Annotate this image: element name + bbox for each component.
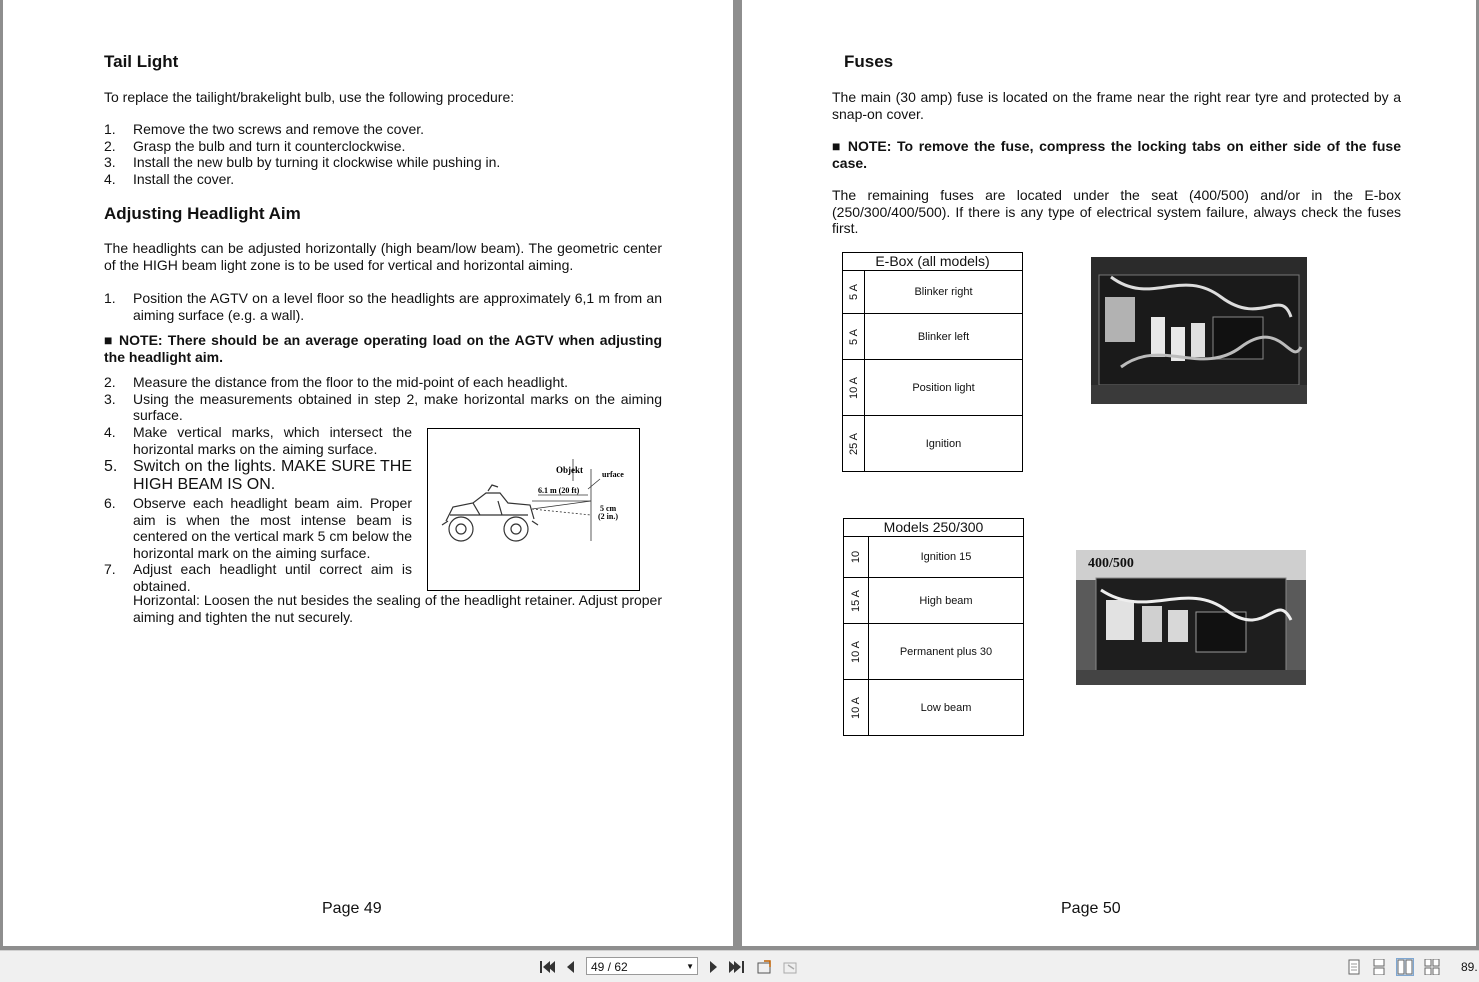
- step-text: Switch on the lights. MAKE SURE THE HIGH BEAM IS ON.: [133, 458, 412, 493]
- aim-figure: [427, 428, 640, 591]
- step-number: 1.: [104, 290, 116, 306]
- fuse-rating: 10 A: [850, 696, 862, 719]
- table-row: [843, 314, 1022, 360]
- fuse-rating-cell: [843, 314, 865, 359]
- tail-light-intro: To replace the tailight/brakelight bulb, use the following procedure:: [104, 89, 515, 105]
- last-page-icon[interactable]: [728, 959, 746, 975]
- fuse-rating: 5 A: [847, 284, 860, 300]
- step-number: 5.: [104, 458, 118, 475]
- list-item: [104, 138, 664, 155]
- page-number-field[interactable]: [586, 957, 698, 975]
- fuse-circuit: Blinker right: [914, 286, 973, 298]
- fuse-circuit: Position light: [912, 381, 975, 394]
- step-number: 3.: [104, 154, 116, 170]
- table-row: [844, 578, 1023, 624]
- tail-light-steps: [104, 121, 664, 187]
- fusebox-photo-400-500: [1076, 550, 1306, 685]
- facing-pages-view-icon[interactable]: [1397, 959, 1413, 975]
- step-number: 4.: [104, 424, 116, 440]
- go-back-icon[interactable]: [756, 959, 774, 975]
- fuse-rating: 10 A: [850, 640, 862, 663]
- fuses-heading: Fuses: [844, 52, 894, 71]
- fuse-rating: 10: [850, 550, 862, 564]
- headlight-aim-heading: Adjusting Headlight Aim: [104, 204, 301, 223]
- atv-icon: [442, 485, 538, 541]
- next-page-icon[interactable]: [704, 959, 722, 975]
- fuse-rating-cell: [843, 416, 865, 471]
- models-fuse-table: [843, 518, 1024, 736]
- list-item: [104, 171, 664, 188]
- fuse-rating-cell: [844, 537, 869, 577]
- table-row: [844, 680, 1023, 735]
- step-text: Using the measurements obtained in step 2, make horizontal marks on the aiming surface.: [133, 390, 662, 423]
- fuse-rating-cell: [844, 624, 869, 679]
- list-item: [104, 290, 662, 323]
- step-text: Make vertical marks, which intersect the horizontal marks on the aiming surface.: [133, 424, 412, 457]
- table-row: [843, 271, 1022, 314]
- aim-steps-4-7: [104, 424, 412, 594]
- page-49: [3, 0, 733, 946]
- step-number: 7.: [104, 561, 116, 577]
- step-text: Install the new bulb by turning it clockwise while pushing in.: [133, 154, 501, 170]
- fuse-rating: 10 A: [847, 376, 860, 399]
- step-text: Install the cover.: [133, 170, 235, 187]
- note-operating-load: ■ NOTE: There should be an average operating load on the AGTV when adjusting the headlight aim.: [104, 332, 662, 365]
- fuse-rating-cell: [843, 360, 865, 415]
- list-item: [104, 458, 412, 494]
- page-50: [742, 0, 1476, 946]
- aim-step-1: [104, 290, 662, 323]
- objekt-label: Objekt: [556, 465, 583, 475]
- fuse-rating: 5 A: [847, 328, 860, 345]
- single-page-view-icon[interactable]: [1346, 959, 1362, 975]
- fuse-rating-cell: [844, 578, 869, 623]
- step-text: Position the AGTV on a level floor so the headlights are approximately 6,1 m from an aiming surface (e.g. a wall).: [133, 290, 662, 323]
- fuse-circuit: Ignition: [925, 437, 962, 450]
- step-number: 1.: [104, 121, 116, 137]
- table-title: E-Box (all models): [843, 253, 1022, 271]
- fuse-circuit: Ignition 15: [920, 551, 972, 563]
- navigation-toolbar: [0, 950, 1479, 982]
- tail-light-heading: Tail Light: [104, 52, 179, 71]
- step-text: Grasp the bulb and turn it counterclockwise.: [133, 137, 406, 154]
- table-title: Models 250/300: [844, 519, 1023, 537]
- headlight-aim-intro: The headlights can be adjusted horizontally (high beam/low beam). The geometric center of the HIGH beam light zone is to be used for vertical and horizontal aiming.: [104, 240, 662, 273]
- zoom-level[interactable]: 89.: [1461, 960, 1478, 974]
- chevron-down-icon[interactable]: ▼: [686, 962, 694, 971]
- step-number: 6.: [104, 495, 116, 511]
- list-item: [104, 391, 662, 424]
- remaining-fuses-text: The remaining fuses are located under the seat (400/500) and/or in the E-box (250/300/400/500). If there is any type of electrical system failure, always check the fuses first.: [832, 187, 1401, 236]
- note-remove-fuse: ■ NOTE: To remove the fuse, compress the locking tabs on either side of the fuse case.: [832, 138, 1401, 171]
- atv-aim-diagram: [428, 429, 639, 590]
- fuse-circuit: Blinker left: [917, 330, 970, 343]
- step-number: 2.: [104, 137, 116, 154]
- fuse-circuit: Permanent plus 30: [899, 645, 993, 658]
- step-text: Measure the distance from the floor to the mid-point of each headlight.: [133, 374, 569, 390]
- fuse-rating-cell: [843, 271, 865, 313]
- step-text: Adjust each headlight until correct aim is obtained.: [133, 561, 412, 594]
- main-fuse-text: The main (30 amp) fuse is located on the frame near the right rear tyre and protected by a snap-on cover.: [832, 89, 1401, 122]
- step-number: 4.: [104, 170, 116, 187]
- list-item: [104, 154, 664, 171]
- fuse-circuit: Low beam: [920, 701, 972, 714]
- list-item: [104, 561, 412, 594]
- fuse-rating: 25 A: [847, 432, 860, 455]
- go-forward-icon[interactable]: [782, 959, 800, 975]
- first-page-icon[interactable]: [538, 959, 556, 975]
- list-item: [104, 121, 664, 138]
- fuse-rating-cell: [844, 680, 869, 735]
- previous-page-icon[interactable]: [562, 959, 580, 975]
- continuous-facing-view-icon[interactable]: [1424, 959, 1440, 975]
- step-number: 2.: [104, 374, 116, 390]
- fuse-rating: 15 A: [850, 589, 862, 612]
- photo-model-label: 400/500: [1088, 556, 1134, 571]
- list-item: [104, 424, 412, 457]
- list-item: [104, 374, 662, 391]
- aim-steps-2-3: [104, 374, 662, 424]
- ebox-photo: [1091, 257, 1307, 404]
- fuse-circuit: High beam: [919, 594, 973, 607]
- distance-label: 6.1 m (20 ft): [538, 486, 580, 495]
- page-number: Page 49: [322, 900, 382, 917]
- page-indicator: 49 / 62: [591, 960, 628, 974]
- drop-label-1: 5 cm: [600, 504, 617, 513]
- table-row: [843, 360, 1022, 416]
- list-item: [104, 495, 412, 561]
- continuous-view-icon[interactable]: [1371, 959, 1387, 975]
- step-number: 3.: [104, 390, 116, 407]
- ebox-fuse-table: [842, 252, 1023, 472]
- page-number: Page 50: [1061, 900, 1121, 917]
- table-row: [843, 416, 1022, 471]
- table-row: [844, 624, 1023, 680]
- step-text: Observe each headlight beam aim. Proper aim is when the most intense beam is centered on the vertical mark 5 cm below the horizontal mark on the aiming surface.: [133, 495, 412, 561]
- drop-label-2: (2 in.): [598, 512, 618, 521]
- step-text: Remove the two screws and remove the cover.: [133, 121, 425, 137]
- surface-label: urface: [602, 470, 624, 479]
- horizontal-adjust-text: Horizontal: Loosen the nut besides the sealing of the headlight retainer. Adjust proper aiming and tighten the nut securely.: [133, 592, 662, 625]
- table-row: [844, 537, 1023, 578]
